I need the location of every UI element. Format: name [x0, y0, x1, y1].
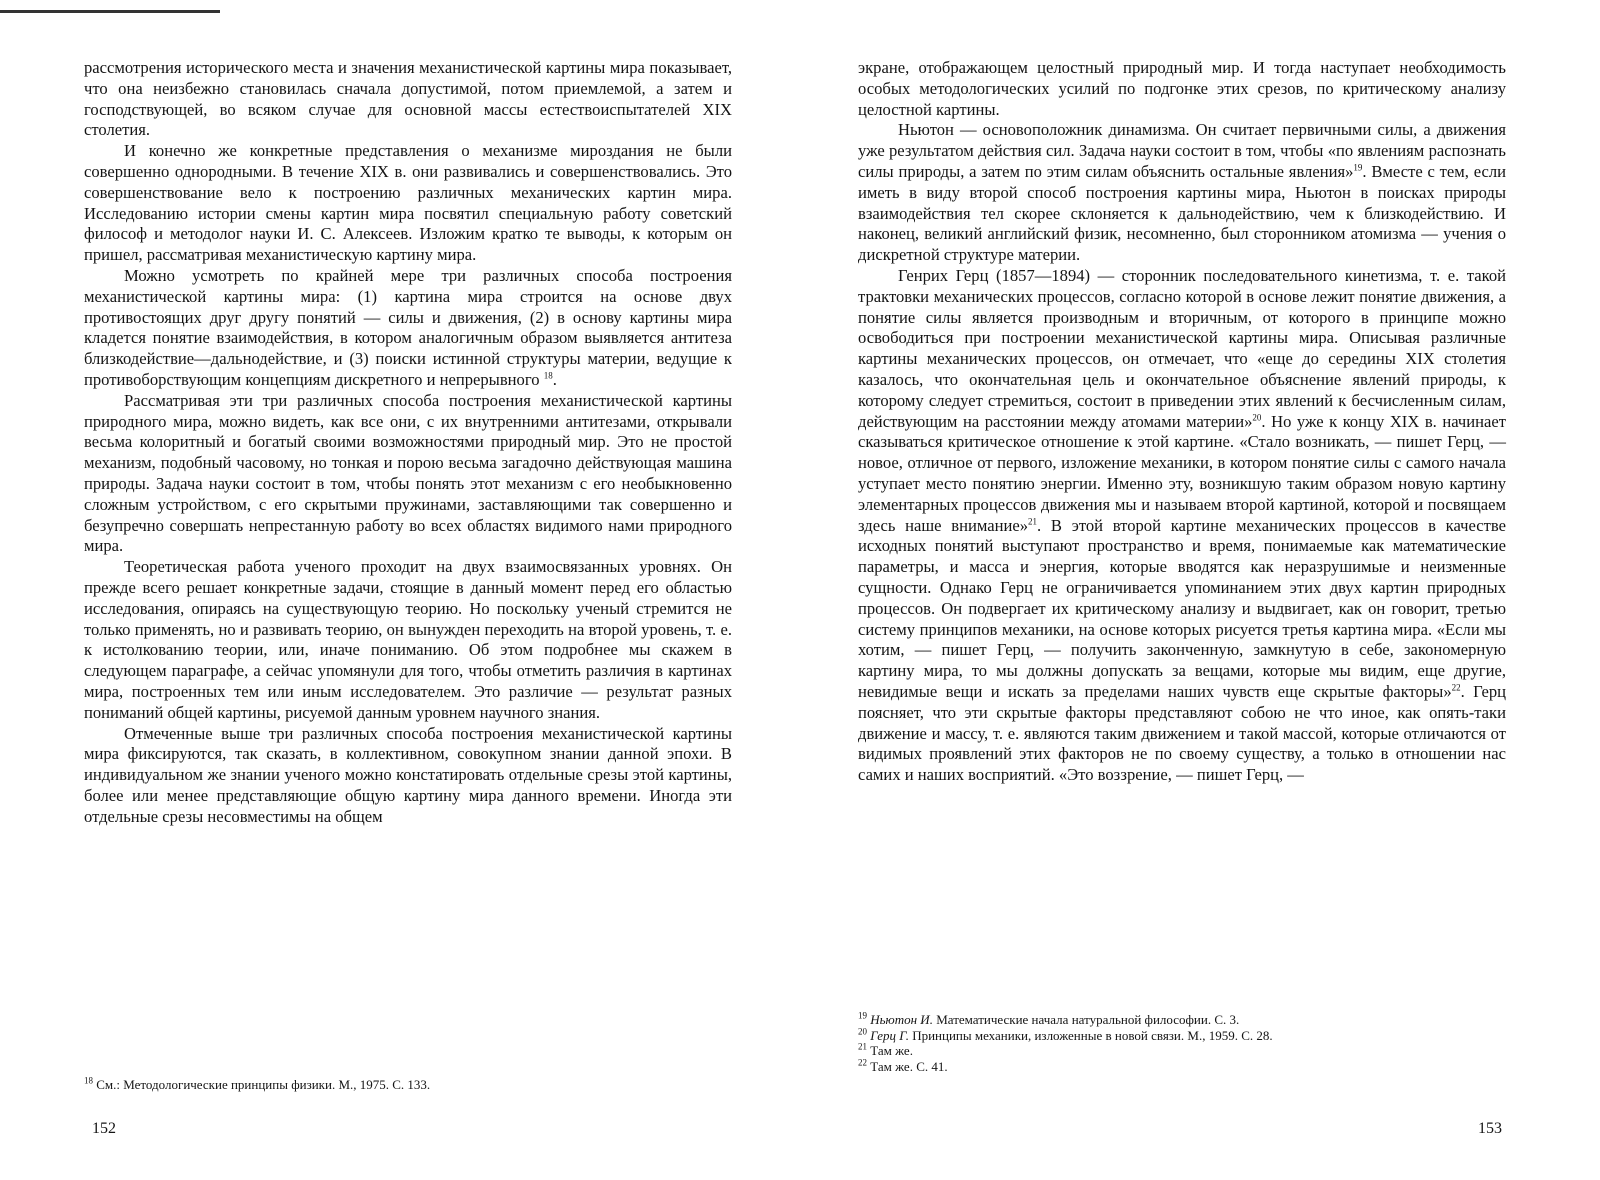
footnote-text: Математические начала натуральной философии. С. 3.	[936, 1012, 1240, 1027]
paragraph-text: Ньютон — основоположник динамизма. Он считает первичными силы, а движения уже результатом действия сил. Задача науки состоит в том, чтобы «по явлениям распознать силы природы, а затем по этим силам объяснить остальные явления»	[858, 120, 1506, 181]
left-footnotes	[84, 1077, 732, 1093]
footnote-text: См.: Методологические принципы физики. М., 1975. С. 133.	[96, 1077, 431, 1092]
footnote-number: 21	[858, 1041, 867, 1052]
page-number: 153	[1478, 1120, 1502, 1137]
footnote-ref[interactable]: 20	[1252, 412, 1262, 423]
page-number: 152	[92, 1120, 116, 1137]
paragraph: Отмеченные выше три различных способа построения механистической картины мира фиксируются, так сказать, в коллективном, совокупном знании данной эпохи. В индивидуальном же знании ученого можно констатировать отдельные срезы этой картины, более или менее представляющие общую картину мира данного времени. Иногда эти отдельные срезы несовместимы на общем	[84, 723, 732, 826]
paragraph-text: Вместе с тем, если иметь в виду второй способ построения картины мира, Ньютон в поисках природы взаимодействия тел скорее склоняется к дальнодействию, чем к близкодействию. И наконец, великий английский физик, несомненно, был сторонником атомизма — учения о дискретной структуре материи.	[858, 161, 1507, 265]
footnote-number: 18	[84, 1075, 93, 1086]
paragraph: Ньютон — основоположник динамизма. Он считает первичными силы, а движения уже результатом действия сил. Задача науки состоит в том, чтобы «по явлениям распознать силы природы, а затем по этим силам объяснить остальные явления»$^{19}$. Вместе с тем, если иметь в виду второй способ построения картины мира, Ньютон в поисках природы взаимодействия тел скорее склоняется к дальнодействию, чем к близкодействию. И наконец, великий английский физик, несомненно, был сторонником атомизма — учения о дискретной структуре материи.	[858, 120, 1507, 265]
paragraph-text: В этой второй картине механических процессов в качестве исходных понятий выступают пространство и время, понимаемые как математические параметры, и масса и энергия, которые вводятся как неразрушимые и неизменные сущности. Однако Герц не ограничивается упоминанием этих двух картин природных процессов. Он подвергает их критическому анализу и выдвигает, как он говорит, третью систему принципов механики, на основе которых рисуется третья картина мира. «Если мы хотим, — пишет Герц, — получить законченную, замкнутую в себе, закономерную картину мира, то мы должны допускать за вещами, которые мы видим, еще другие, невидимые вещи и искать за пределами наших чувств еще скрытые факторы»	[858, 515, 1507, 701]
footnote-author: Герц Г.	[870, 1027, 909, 1043]
paragraph-text: Генрих Герц (1857—1894) — сторонник последовательного кинетизма, т. е. такой трактовки механических процессов, согласно которой в основе лежит понятие движения, а понятие силы является производным и вторичным, от которого в принципе можно освободиться при построении механистической картины мира. Описывая различные картины механических процессов, он отмечает, что «еще до середины XIX столетия казалось, что окончательная цель и окончательное объяснение явлений природы, к которому следует стремиться, состоит в приведении этих явлений к бесчисленным силам, действующим на расстоянии между атомами материи»	[858, 265, 1506, 431]
paragraph: Рассматривая эти три различных способа построения механистической картины природного мира, можно видеть, как все они, с их внутренними антитезами, открывали весьма колоритный и богатый своими возможностями природный мир. Это не простой механизм, подобный часовому, но тонкая и порою весьма загадочно действующая машина природы. Задача науки состоит в том, чтобы понять этот механизм с его необыкновенно сложным устройством, с его скрытыми пружинами, заставляющими так совершенно и безупречно совершать непрестанную работу во всех областях видимого нами природного мира.	[84, 390, 732, 556]
left-page-body	[84, 58, 732, 827]
footnote-ref[interactable]: 21	[1028, 516, 1038, 526]
footnote-author: Ньютон И.	[870, 1012, 933, 1027]
paragraph: Можно усмотреть по крайней мере три различных способа построения механистической картины мира: (1) картина мира строится на основе двух противостоящих друг другу понятий — силы и движения, (2) в основу картины мира кладется понятие взаимодействия, в котором аналогичным образом выявляется антитеза близкодействие—дальнодействие, и (3) поиски истинной структуры материи, ведущие к противоборствующим концепциям дискретного и непрерывного $^{18}$.	[84, 265, 732, 389]
scan-artifact-line	[0, 10, 220, 13]
paragraph: экране, отображающем целостный природный мир. И тогда наступает необходимость особых методологических усилий по подгонке этих срезов, по критическому анализу целостной картины.	[858, 58, 1506, 119]
footnote	[858, 1043, 1506, 1059]
footnote-number: 22	[858, 1057, 867, 1068]
paragraph: И конечно же конкретные представления о механизме мироздания не были совершенно однородными. В течение XIX в. они развивались и совершенствовались. Это совершенствование вело к построению различных механических картин мира. Исследованию истории смены картин мира посвятил специальную работу советский философ и методолог науки И. С. Алексеев. Изложим кратко те выводы, к которым он пришел, рассматривая механистическую картину мира.	[84, 141, 732, 265]
footnote-ref[interactable]: 22	[1451, 682, 1461, 693]
footnote	[858, 1028, 1506, 1044]
right-page-body	[858, 58, 1506, 786]
footnote-ref[interactable]: 18	[543, 370, 553, 381]
footnote	[858, 1059, 1506, 1075]
footnote-ref[interactable]: 19	[1353, 162, 1363, 173]
footnote	[858, 1012, 1506, 1028]
footnote-text: Там же.	[870, 1043, 913, 1058]
footnote-number: 20	[858, 1026, 867, 1037]
paragraph-text: Герц поясняет, что эти скрытые факторы представляют собою не что иное, как опять-таки движение и массу, т. е. являются таким движением и такой массой, которые отличаются от видимых проявлений этих факторов не по своему существу, а только в отношении нас самих и наших восприятий. «Это воззрение, — пишет Герц, —	[858, 681, 1507, 785]
paragraph-text: Можно усмотреть по крайней мере три различных способа построения механистической картины мира: (1) картина мира строится на основе двух противостоящих друг другу понятий — силы и движения, (2) в основу картины мира кладется понятие взаимодействия, в котором аналогичным образом выявляется антитеза близкодействие—дальнодействие, и (3) поиски истинной структуры материи, ведущие к противоборствующим концепциям дискретного и непрерывного	[84, 265, 732, 389]
right-footnotes	[858, 1012, 1506, 1074]
footnote-text: Принципы механики, изложенные в новой связи. М., 1959. С. 28.	[912, 1027, 1273, 1043]
paragraph: Генрих Герц (1857—1894) — сторонник последовательного кинетизма, т. е. такой трактовки механических процессов, согласно которой в основе лежит понятие движения, а понятие силы является производным и вторичным, от которого в принципе можно освободиться при построении механистической картины мира. Описывая различные картины механических процессов, он отмечает, что «еще до середины XIX столетия казалось, что окончательная цель и окончательное объяснение явлений природы, к которому следует стремиться, состоит в приведении этих явлений к бесчисленным силам, действующим на расстоянии между атомами материи»$^{20}$. Но уже к концу XIX в. начинает сказываться критическое отношение к этой картине. «Стало возникать, — пишет Герц, — новое, отличное от первого, изложение механики, в котором понятие силы с самого начала уступает место понятию энергии. Именно эту, возникшую таким образом новую картину элементарных процессов движения мы и называем второй картиной, которой и посвящаем здесь наше внимание»$^{21}$. В этой второй картине механических процессов в качестве исходных понятий выступают пространство и время, понимаемые как математические параметры, и масса и энергия, которые вводятся как неразрушимые и неизменные сущности. Однако Герц не ограничивается упоминанием этих двух картин природных процессов. Он подвергает их критическому анализу и выдвигает, как он говорит, третью систему принципов механики, на основе которых рисуется третья картина мира. «Если мы хотим, — пишет Герц, — получить законченную, замкнутую в себе, закономерную картину мира, то мы должны допускать за вещами, которые мы видим, еще другие, невидимые вещи и искать за пределами наших чувств еще скрытые факторы»$^{22}$. Герц поясняет, что эти скрытые факторы представляют собою не что иное, как опять-таки движение и массу, т. е. являются таким движением и такой массой, которые отличаются от видимых проявлений этих факторов не по своему существу, а только в отношении нас самих и наших восприятий. «Это воззрение, — пишет Герц, —	[858, 265, 1507, 785]
footnote-text: Там же. С. 41.	[870, 1058, 948, 1074]
paragraph: Теоретическая работа ученого проходит на двух взаимосвязанных уровнях. Он прежде всего решает конкретные задачи, стоящие в данный момент перед его областью исследования, опираясь на существующую теорию. Но поскольку ученый стремится не только применять, но и развивать теорию, он вынужден переходить на второй уровень, т. е. к истолкованию теории, или, иначе пониманию. Об этом подробнее мы скажем в следующем параграфе, а сейчас упомянули для того, чтобы отметить различия в картинах мира, построенных тем или иным исследователем. Это различие — результат разных пониманий общей картины, рисуемой данным уровнем научного знания.	[84, 557, 732, 722]
footnote	[84, 1077, 732, 1093]
paragraph: рассмотрения исторического места и значения механистической картины мира показывает, что она неизбежно становилась сначала допустимой, потом приемлемой, а затем и господствующей, во всяком случае для основной массы естествоиспытателей XIX столетия.	[84, 58, 732, 140]
paragraph-text: Но уже к концу XIX в. начинает сказываться критическое отношение к этой картине. «Стало возникать, — пишет Герц, — новое, отличное от первого, изложение механики, в котором понятие силы с самого начала уступает место понятию энергии. Именно эту, возникшую таким образом новую картину элементарных процессов движения мы и называем второй картиной, которой и посвящаем здесь наше внимание»	[858, 411, 1507, 535]
footnote-number: 19	[858, 1010, 867, 1021]
